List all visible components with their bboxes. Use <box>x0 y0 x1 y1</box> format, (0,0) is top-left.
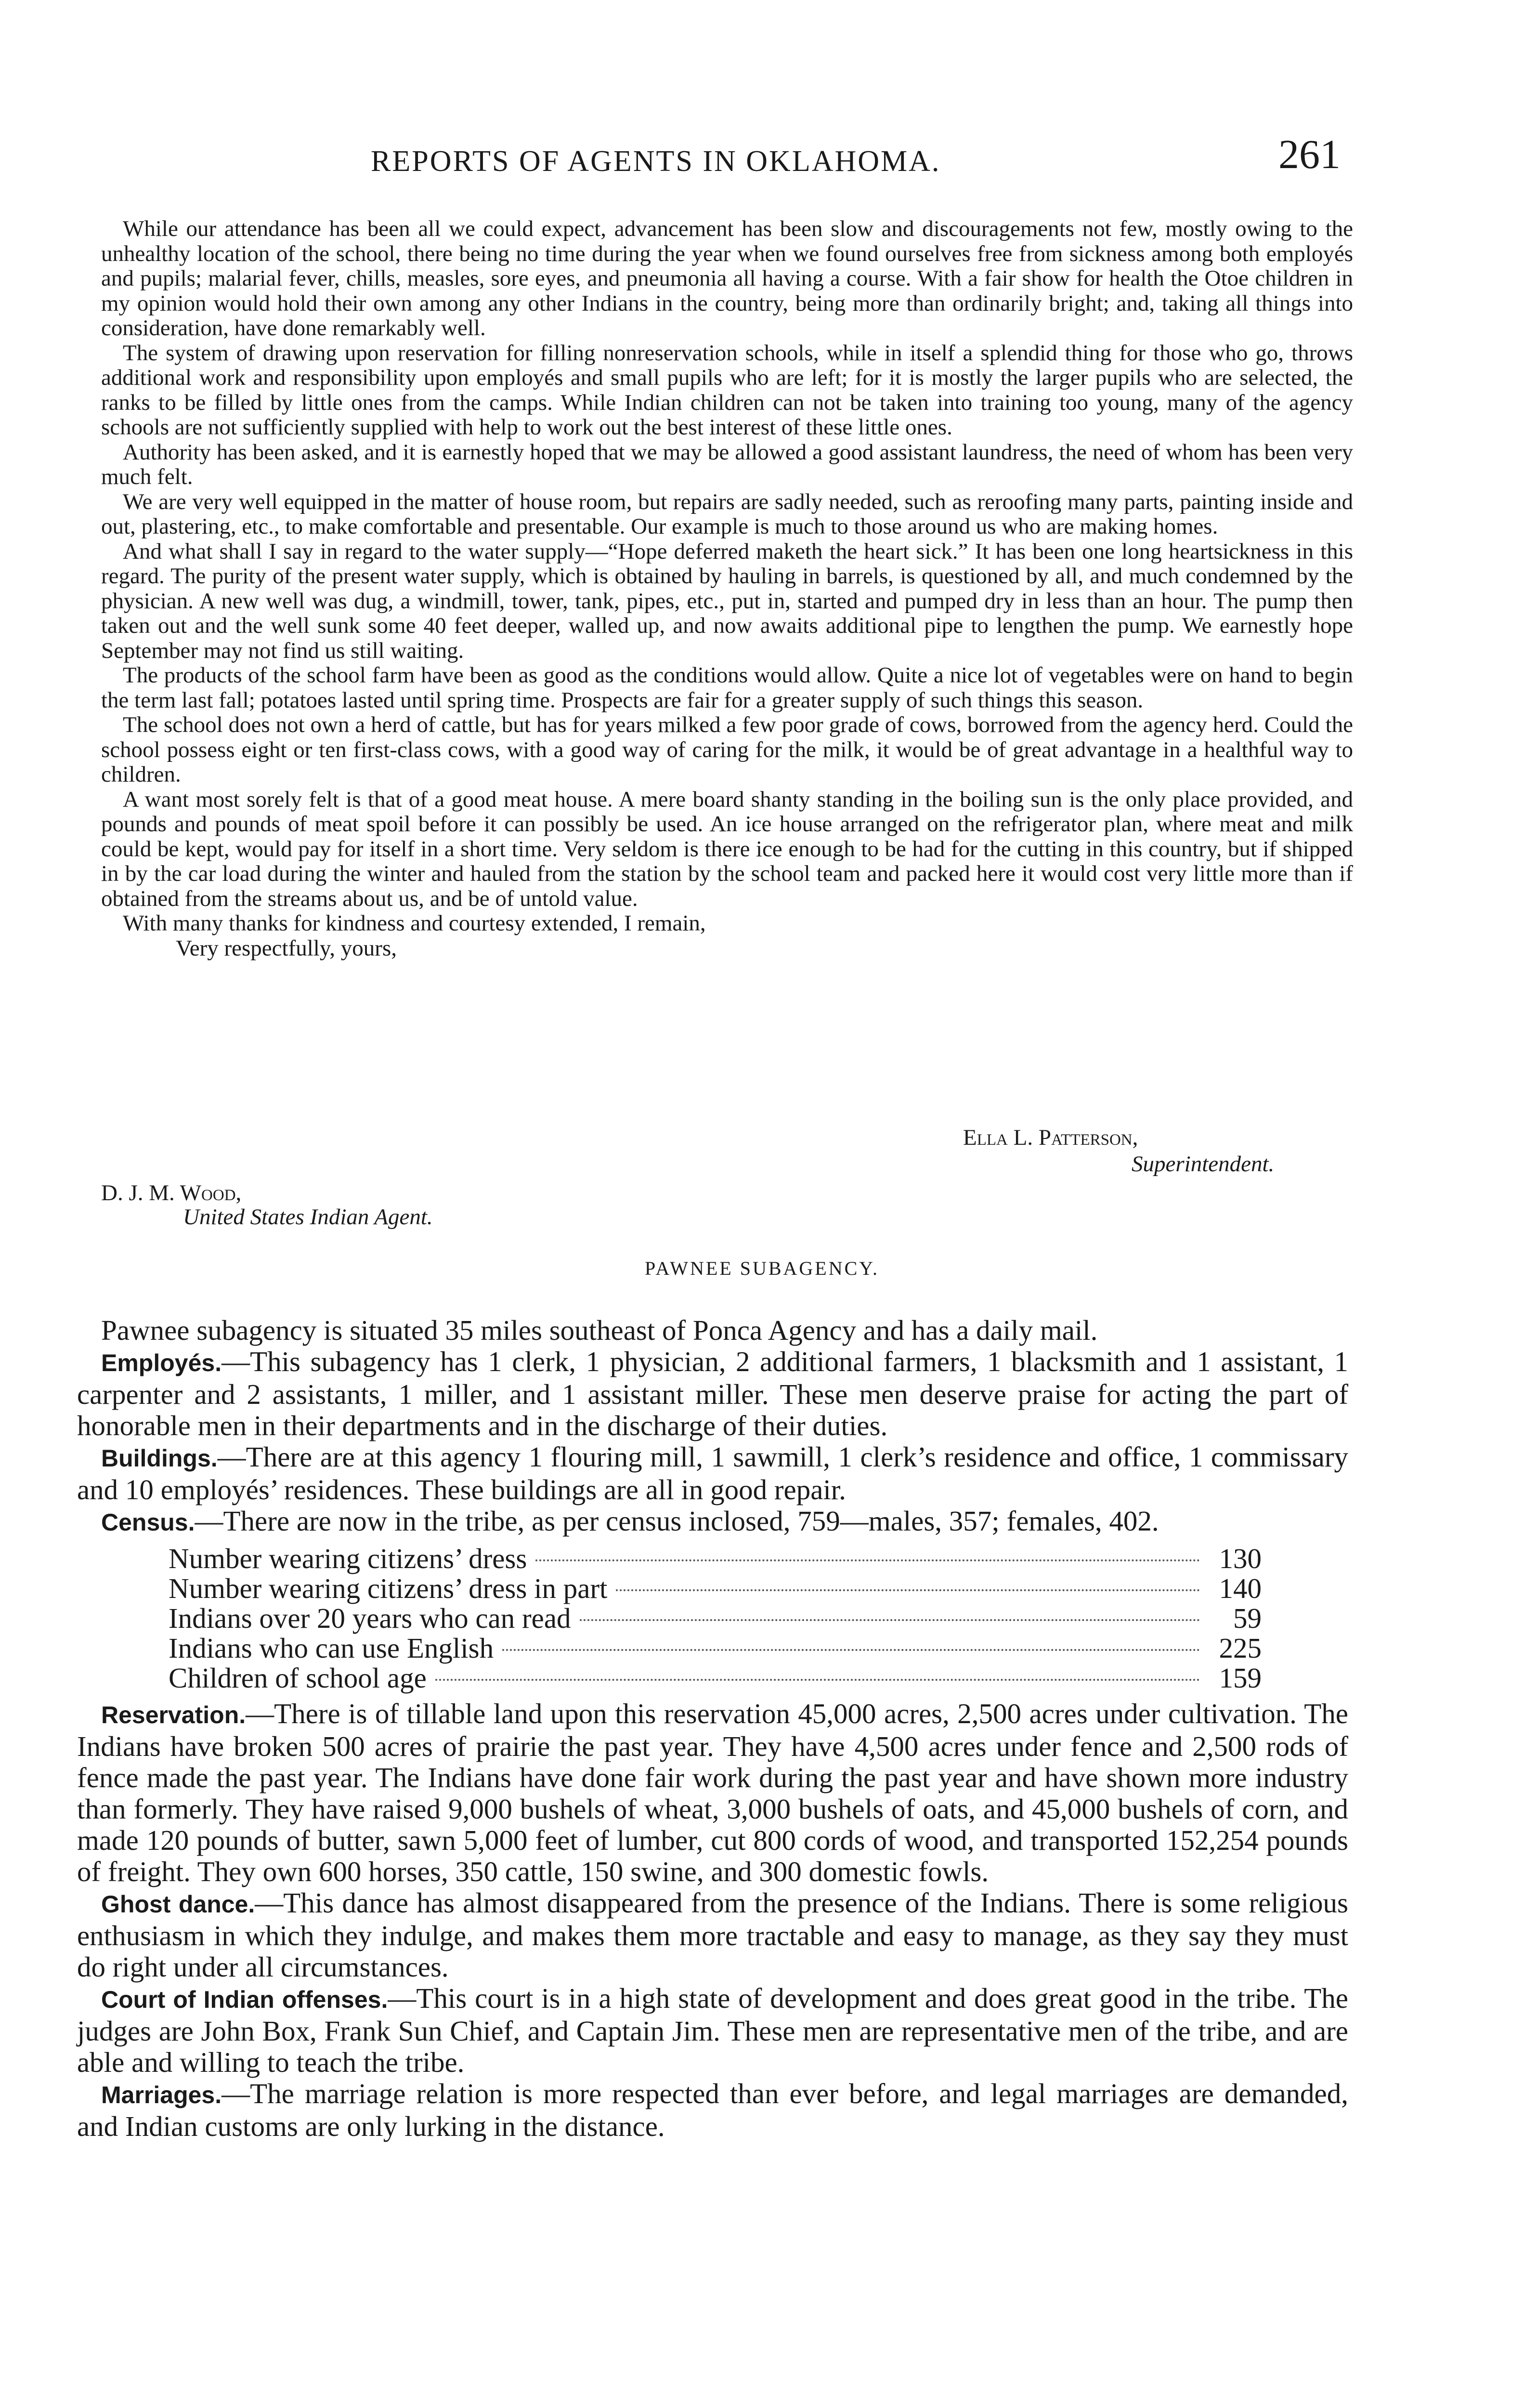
census-statistics <box>169 1543 1262 1692</box>
signature-title: Superintendent. <box>1132 1152 1275 1177</box>
stat-row <box>169 1543 1262 1573</box>
stat-value: 140 <box>1219 1572 1262 1604</box>
stat-row <box>169 1603 1262 1633</box>
report-paragraph-employes <box>77 1346 1348 1441</box>
letter-paragraph: And what shall I say in regard to the water supply—“Hope deferred maketh the heart sick.” It has been one long heartsickness in this regard. The purity of the present water supply, which is obtained by hauling in barrels, is questioned by all, and much condemned by the physician. A new well was dug, a windmill, tower, tank, pipes, etc., put in, started and pumped dry in less than an hour. The pump then taken out and the well sunk some 40 feet deeper, walled up, and now awaits additional pipe to lengthen the pump. We earnestly hope September may not find us still waiting. <box>101 538 1353 663</box>
report-paragraph-ghost-dance <box>77 1887 1348 1983</box>
letter-body <box>101 217 1353 961</box>
stat-row <box>169 1662 1262 1692</box>
paragraph-text: —The marriage relation is more respected than ever before, and legal marriages are demanded, and Indian customs are only lurking in the distance. <box>77 2078 1348 2142</box>
report-body <box>77 1315 1348 2142</box>
stat-label: Number wearing citizens’ dress <box>169 1543 527 1574</box>
paragraph-text: —There are at this agency 1 flouring mill, 1 sawmill, 1 clerk’s residence and office, 1 commissary and 10 employés’ residences. These buildings are all in good repair. <box>77 1441 1348 1505</box>
stat-label: Indians over 20 years who can read <box>169 1602 571 1634</box>
report-paragraph-court <box>77 1983 1348 2078</box>
letter-closing: Very respectfully, yours, <box>176 935 397 961</box>
report-intro: Pawnee subagency is situated 35 miles southeast of Ponca Agency and has a daily mail. <box>101 1314 1098 1346</box>
paragraph-heading: Court of Indian offenses. <box>101 1986 388 2013</box>
section-title: PAWNEE SUBAGENCY. <box>644 1257 880 1279</box>
stat-label: Indians who can use English <box>169 1632 494 1664</box>
paragraph-text: —There is of tillable land upon this reservation 45,000 acres, 2,500 acres under cultivation. The Indians have broken 500 acres of prairie the past year. They have 4,500 acres under fence and 2,500 rods of fence made the past year. The Indians have done fair work during the past year and have shown more industry than formerly. They have raised 9,000 bushels of wheat, 3,000 bushels of oats, and 45,000 bushels of corn, and made 120 pounds of butter, sawn 5,000 feet of lumber, cut 800 cords of wood, and transported 152,254 pounds of freight. They own 600 horses, 350 cattle, 150 swine, and 300 domestic fowls. <box>77 1698 1348 1887</box>
stat-label: Children of school age <box>169 1662 427 1694</box>
stat-row <box>169 1573 1262 1603</box>
letter-paragraph: The system of drawing upon reservation for filling nonreservation schools, while in itself a splendid thing for those who go, throws additional work and responsibility upon employés and small pupils who are left; for it is mostly the larger pupils who are selected, the ranks to be filled by little ones from the camps. While Indian children can not be taken into training too young, many of the agency schools are not sufficiently supplied with help to work out the best interest of these little ones. <box>101 340 1353 440</box>
paragraph-text: —This subagency has 1 clerk, 1 physician, 2 additional farmers, 1 blacksmith and 1 assistant, 1 carpenter and 2 assistants, 1 miller, and 1 assistant miller. These men deserve praise for acting the part of honorable men in their departments and in the discharge of their duties. <box>77 1346 1348 1441</box>
paragraph-heading: Reservation. <box>101 1701 246 1728</box>
letter-paragraph: The school does not own a herd of cattle, but has for years milked a few poor grade of cows, borrowed from the agency herd. Could the school possess eight or ten first-class cows, with a good way of caring for the milk, it would be of great advantage in a healthful way to children. <box>101 712 1353 787</box>
signature-name: Ella L. Patterson, <box>963 1125 1138 1150</box>
dot-leader <box>435 1679 1200 1681</box>
paragraph-heading: Census. <box>101 1509 195 1536</box>
stat-label: Number wearing citizens’ dress in part <box>169 1572 608 1604</box>
dot-leader <box>535 1559 1200 1561</box>
addressee-title: United States Indian Agent. <box>183 1204 433 1230</box>
paragraph-text: —There are now in the tribe, as per census inclosed, 759—males, 357; females, 402. <box>195 1505 1159 1537</box>
letter-paragraph: A want most sorely felt is that of a good meat house. A mere board shanty standing in the boiling sun is the only place provided, and pounds and pounds of meat spoil before it can possibly be used. An ice house arranged on the refrigerator plan, where meat and milk could be kept, would pay for itself in a short time. Very seldom is there ice enough to be had for the cutting in this country, but if shipped in by the car load during the winter and hauled from the station by the school team and packed here it would cost very little more than if obtained from the streams about us, and be of untold value. <box>101 786 1353 911</box>
stat-value: 225 <box>1219 1632 1262 1664</box>
stat-value: 159 <box>1219 1662 1262 1694</box>
stat-value: 130 <box>1219 1543 1262 1574</box>
addressee-name: D. J. M. Wood, <box>101 1180 242 1205</box>
dot-leader <box>616 1589 1200 1591</box>
paragraph-heading: Ghost dance. <box>101 1891 255 1918</box>
stat-row <box>169 1633 1262 1662</box>
paragraph-heading: Marriages. <box>101 2081 222 2108</box>
paragraph-heading: Buildings. <box>101 1445 218 1472</box>
letter-paragraph: With many thanks for kindness and courtesy extended, I remain, <box>123 911 706 936</box>
stat-value: 59 <box>1233 1602 1262 1634</box>
paragraph-heading: Employés. <box>101 1349 222 1376</box>
paragraph-text: —This court is in a high state of development and does great good in the tribe. The judges are John Box, Frank Sun Chief, and Captain Jim. These men are representative men of the tribe, and are able and willing to teach the tribe. <box>77 1982 1348 2078</box>
dot-leader <box>580 1619 1200 1621</box>
letter-paragraph: The products of the school farm have been as good as the conditions would allow. Quite a nice lot of vegetables were on hand to begin the term last fall; potatoes lasted until spring time. Prospects are fair for a greater supply of such things this season. <box>101 663 1353 713</box>
page-number: 261 <box>1278 131 1341 177</box>
report-paragraph-marriages <box>77 2078 1348 2142</box>
letter-paragraph: We are very well equipped in the matter of house room, but repairs are sadly needed, such as reroofing many parts, painting inside and out, plastering, etc., to make comfortable and presentable. Our example is much to those around us who are making homes. <box>101 489 1353 539</box>
page-header <box>0 130 1524 197</box>
report-paragraph-reservation <box>77 1698 1348 1887</box>
letter-paragraph: Authority has been asked, and it is earnestly hoped that we may be allowed a good assistant laundress, the need of whom has been very much felt. <box>101 439 1353 489</box>
running-title: REPORTS OF AGENTS IN OKLAHOMA. <box>371 145 941 178</box>
report-paragraph-buildings <box>77 1441 1348 1505</box>
letter-paragraph: While our attendance has been all we could expect, advancement has been slow and discouragements not few, mostly owing to the unhealthy location of the school, there being no time during the year when we found ourselves free from sickness among both employés and pupils; malarial fever, chills, measles, sore eyes, and pneumonia all having a course. With a fair show for health the Otoe children in my opinion would hold their own among any other Indians in the country, being more than ordinarily bright; and, taking all things into consideration, have done remarkably well. <box>101 216 1353 340</box>
dot-leader <box>502 1649 1200 1651</box>
report-paragraph-census <box>77 1505 1348 1538</box>
paragraph-text: —This dance has almost disappeared from the presence of the Indians. There is some religious enthusiasm in which they indulge, and makes them more tractable and easy to manage, as they say they must do right under all circumstances. <box>77 1887 1348 1983</box>
